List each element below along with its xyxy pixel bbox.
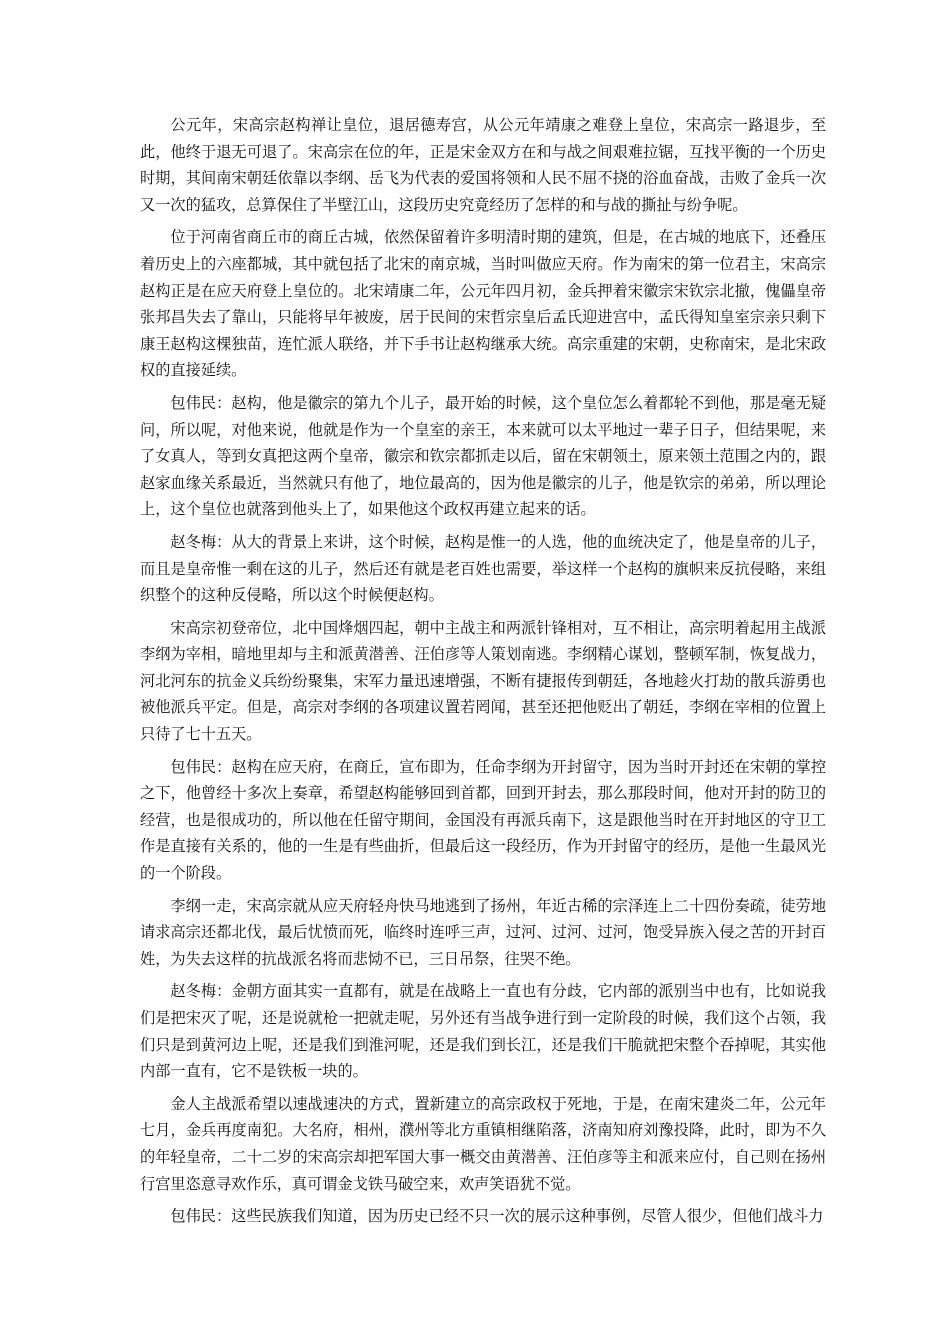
paragraph-4: 赵冬梅：从大的背景上来讲，这个时候，赵构是惟一的人选，他的血统决定了，他是皇帝的儿子，而且是皇帝惟一剩在这的儿子，然后还有就是老百姓也需要，举这样一个赵构的旗帜来反抗侵略，来组织整个的这种反侵略，所以这个时候便赵构。 (140, 532, 826, 605)
paragraph-10: 包伟民：这些民族我们知道，因为历史已经不只一次的展示这种事例，尽管人很少，但他们战斗力 (170, 1207, 824, 1226)
paragraph-7: 李纲一走，宋高宗就从应天府轻舟快马地逃到了扬州，年近古稀的宗泽连上二十四份奏疏，徒劳地请求高宗还都北伐，最后忧愤而死，临终时连呼三声，过河、过河、过河，饱受异族入侵之苦的开封百姓，为失去这样的抗战派名将而悲恸不已，三日吊祭，往哭不绝。 (140, 896, 826, 968)
document-body (140, 112, 826, 1236)
paragraph-5: 宋高宗初登帝位，北中国烽烟四起，朝中主战主和两派针锋相对，互不相让，高宗明着起用主战派李纲为宰相，暗地里却与主和派黄潜善、汪伯彦等人策划南逃。李纲精心谋划，整顿军制，恢复战力，河北河东的抗金义兵纷纷聚集，宋军力量迅速增强，不断有捷报传到朝廷，各地趁火打劫的散兵游勇也被他派兵平定。但是，高宗对李纲的各项建议置若罔闻，甚至还把他贬出了朝廷，李纲在宰相的位置上只待了七十五天。 (140, 618, 826, 744)
paragraph-2: 位于河南省商丘市的商丘古城，依然保留着许多明清时期的建筑，但是，在古城的地底下，还叠压着历史上的六座都城，其中就包括了北宋的南京城，当时叫做应天府。作为南宋的第一位君主，宋高宗赵构正是在应天府登上皇位的。北宋靖康二年，公元年四月初，金兵押着宋徽宗宋钦宗北撤，傀儡皇帝张邦昌失去了靠山，只能将早年被废，居于民间的宋哲宗皇后孟氏迎进宫中，孟氏得知皇室宗亲只剩下康王赵构这棵独苗，连忙派人联络，并下手书让赵构继承大统。高宗重建的宋朝，史称南宋，是北宋政权的直接延续。 (140, 228, 826, 380)
paragraph-8: 赵冬梅：金朝方面其实一直都有，就是在战略上一直也有分歧，它内部的派别当中也有，比如说我们是把宋灭了呢，还是说就枪一把就走呢，另外还有当战争进行到一定阶段的时候，我们这个占领，我们只是到黄河边上呢，还是我们到淮河呢，还是我们到长江，还是我们干脆就把宋整个吞掉呢，其实他内部一直有，它不是铁板一块的。 (140, 982, 826, 1081)
paragraph-6: 包伟民：赵构在应天府，在商丘，宣布即为，任命李纲为开封留守，因为当时开封还在宋朝的掌控之下，他曾经十多次上奏章，希望赵构能够回到首都，回到开封去，那么那段时间，他对开封的防卫的经营，也是很成功的，所以他在任留守期间，金国没有再派兵南下，这是跟他当时在开封地区的守卫工作是直接有关系的，他的一生是有些曲折，但最后这一段经历，作为开封留守的经历，是他一生最风光的一个阶段。 (140, 757, 826, 883)
paragraph-1: 公元年，宋高宗赵构禅让皇位，退居德寿宫，从公元年靖康之难登上皇位，宋高宗一路退步，至此，他终于退无可退了。宋高宗在位的年，正是宋金双方在和与战之间艰难拉锯，互找平衡的一个历史时期，其间南宋朝廷依靠以李纲、岳飞为代表的爱国将领和人民不屈不挠的浴血奋战，击败了金兵一次又一次的猛攻，总算保住了半壁江山，这段历史究竟经历了怎样的和与战的撕扯与纷争呢。 (140, 116, 826, 214)
paragraph-3: 包伟民：赵构，他是徽宗的第九个儿子，最开始的时候，这个皇位怎么着都轮不到他，那是毫无疑问，所以呢，对他来说，他就是作为一个皇室的亲王，本来就可以太平地过一辈子日子，但结果呢，来了女真人，等到女真把这两个皇帝，徽宗和钦宗都抓走以后，留在宋朝领土，原来领土范围之内的，跟赵家血缘关系最近，当然就只有他了，地位最高的，因为他是徽宗的儿子，他是钦宗的弟弟，所以理论上，这个皇位也就落到他头上了，如果他这个政权再建立起来的话。 (140, 393, 826, 519)
paragraph-9: 金人主战派希望以速战速决的方式，置新建立的高宗政权于死地，于是，在南宋建炎二年，公元年七月，金兵再度南犯。大名府，相州，濮州等北方重镇相继陷落，济南知府刘豫投降，此时，即为不久的年轻皇帝，二十二岁的宋高宗却把军国大事一概交由黄潜善、汪伯彦等主和派来应付，自己则在扬州行宫里恣意寻欢作乐，真可谓金戈铁马破空来，欢声笑语犹不觉。 (140, 1094, 826, 1193)
